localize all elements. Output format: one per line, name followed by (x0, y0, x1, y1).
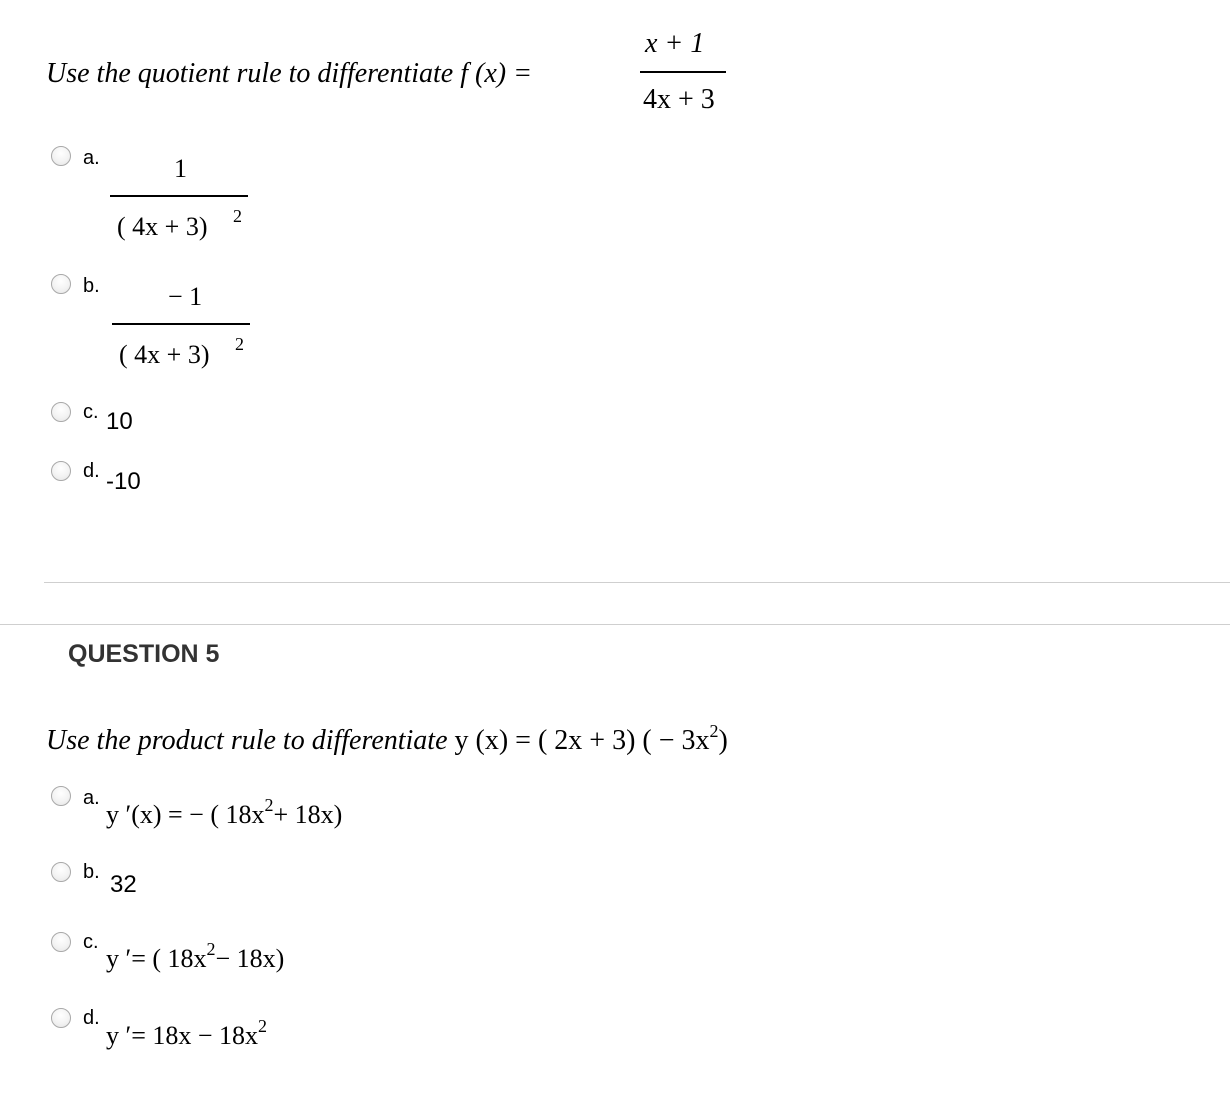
question-5-title: QUESTION 5 (68, 640, 220, 668)
q4-option-b-letter: b. (83, 275, 100, 297)
q4-option-c-value: 10 (106, 408, 133, 435)
q5-option-d-prefix: y ′= 18x − 18x (106, 1021, 259, 1050)
q5-option-d-letter: d. (83, 1007, 100, 1029)
q5-stem (46, 721, 728, 756)
q4-stem (46, 60, 532, 88)
q4-option-b-den-base: ( 4x + 3) (119, 340, 210, 369)
q4-option-d-radio[interactable] (51, 461, 71, 481)
q4-option-a-radio[interactable] (51, 146, 71, 166)
q5-option-c-exponent: 2 (206, 939, 216, 959)
q4-option-a-exponent: 2 (233, 206, 242, 226)
q4-option-a-letter: a. (83, 147, 100, 169)
q4-option-a-fraction-bar (110, 195, 248, 197)
q4-option-b-radio[interactable] (51, 274, 71, 294)
q4-option-a-den-base: ( 4x + 3) (117, 212, 208, 241)
q5-option-a-prefix: y ′(x) = − ( 18x (106, 800, 265, 829)
q5-option-b-letter: b. (83, 861, 100, 883)
question-divider-bottom (0, 624, 1230, 625)
q4-function-denominator: 4x + 3 (643, 84, 715, 115)
q4-option-d-letter: d. (83, 460, 100, 482)
q5-function (454, 721, 728, 756)
q5-stem-text: Use the product rule to differentiate (46, 725, 448, 756)
q5-option-a-exponent: 2 (264, 795, 274, 815)
q4-option-b-numerator: − 1 (168, 282, 203, 311)
q4-option-b-denominator (119, 342, 209, 368)
q5-option-c-expression (106, 939, 285, 973)
q5-option-c-suffix: − 18x) (215, 944, 285, 973)
q4-option-a-numerator: 1 (174, 154, 187, 183)
q5-option-d-exponent: 2 (258, 1016, 268, 1036)
q4-option-c-radio[interactable] (51, 402, 71, 422)
q4-option-b-exponent: 2 (235, 334, 244, 354)
q5-option-c-prefix: y ′= ( 18x (106, 944, 207, 973)
q4-fraction-bar (640, 71, 726, 73)
q5-option-a-suffix: + 18x) (273, 800, 343, 829)
q4-function-lhs: f (x) = (460, 58, 532, 89)
q5-option-b-radio[interactable] (51, 862, 71, 882)
q5-function-close: ) (718, 725, 728, 756)
q5-option-c-letter: c. (83, 931, 99, 953)
q5-option-d-expression (106, 1016, 268, 1050)
q5-option-c-radio[interactable] (51, 932, 71, 952)
q5-option-a-radio[interactable] (51, 786, 71, 806)
q4-stem-text: Use the quotient rule to differentiate (46, 58, 454, 89)
q5-option-b-value: 32 (110, 871, 137, 898)
q4-function-numerator: x + 1 (645, 28, 705, 59)
q5-function-main: y (x) = ( 2x + 3) ( − 3x (454, 725, 710, 756)
q4-option-a-denominator (117, 214, 207, 240)
q5-function-exponent: 2 (709, 721, 719, 741)
q5-option-d-radio[interactable] (51, 1008, 71, 1028)
q4-option-d-value: -10 (106, 468, 141, 495)
q5-option-a-expression (106, 795, 343, 829)
question-divider-top (44, 582, 1230, 583)
q5-option-a-letter: a. (83, 787, 100, 809)
q4-option-c-letter: c. (83, 401, 99, 423)
q4-option-b-fraction-bar (112, 323, 250, 325)
